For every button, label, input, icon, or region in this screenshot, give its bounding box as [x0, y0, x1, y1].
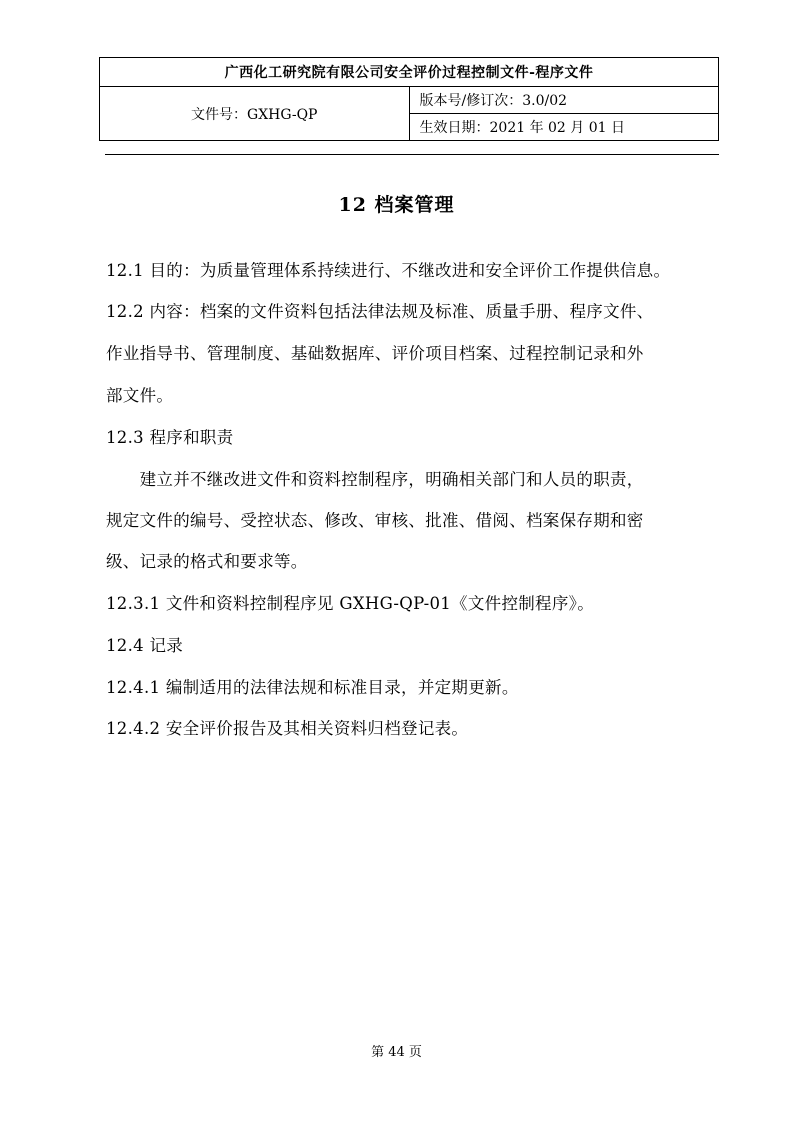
- body-line: 作业指导书、管理制度、基础数据库、评价项目档案、过程控制记录和外: [106, 344, 644, 363]
- body-line: 12.4 记录: [106, 636, 184, 655]
- body-line: 部文件。: [106, 386, 174, 405]
- document-header-table: [99, 57, 719, 141]
- body-line: 12.3.1 文件和资料控制程序见 GXHG-QP-01《文件控制程序》。: [106, 594, 594, 613]
- body-line: 12.4.1 编制适用的法律法规和标准目录，并定期更新。: [106, 678, 519, 697]
- body-line: 12.1 目的：为质量管理体系持续进行、不继改进和安全评价工作提供信息。: [106, 261, 671, 280]
- body-line: 建立并不继改进文件和资料控制程序，明确相关部门和人员的职责，: [106, 470, 644, 489]
- body-line: 12.2 内容：档案的文件资料包括法律法规及标准、质量手册、程序文件、: [106, 302, 654, 321]
- header-divider: [105, 154, 719, 155]
- effective-date: 生效日期：2021 年 02 月 01 日: [409, 114, 719, 141]
- section-title: 12 档案管理: [338, 194, 455, 216]
- version-revision: 版本号/修订次：3.0/02: [409, 87, 719, 114]
- body-line: 级、记录的格式和要求等。: [106, 552, 308, 571]
- page-number: 第 44 页: [371, 1045, 422, 1060]
- body-line: 规定文件的编号、受控状态、修改、审核、批准、借阅、档案保存期和密: [106, 511, 644, 530]
- document-number: 文件号：GXHG-QP: [100, 87, 410, 141]
- body-line: 12.4.2 安全评价报告及其相关资料归档登记表。: [106, 719, 469, 738]
- header-title: 广西化工研究院有限公司安全评价过程控制文件-程序文件: [100, 58, 719, 87]
- body-line: 12.3 程序和职责: [106, 428, 234, 447]
